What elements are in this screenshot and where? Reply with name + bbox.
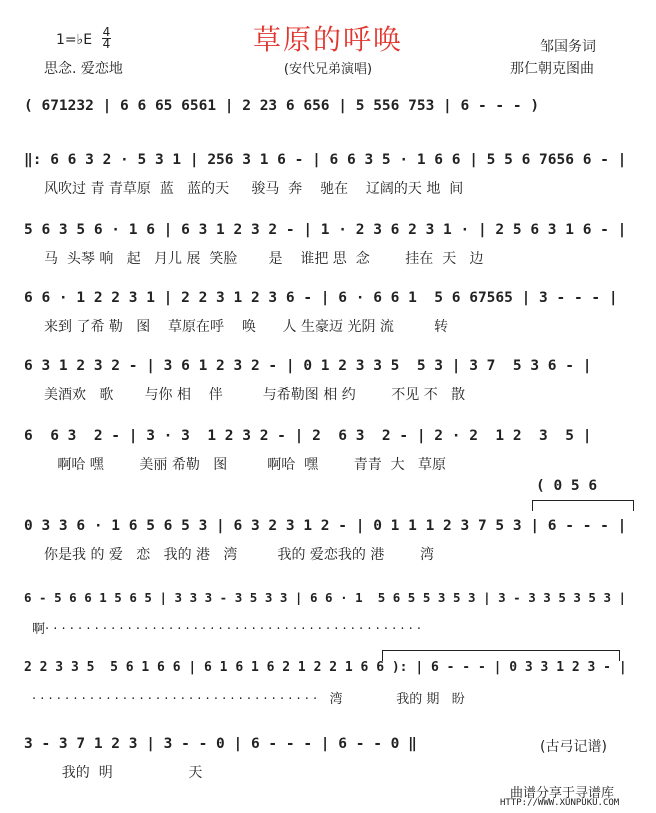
footer-share-text: 曲谱分享于寻谱库 bbox=[510, 786, 615, 801]
notes-row-8: 6 - 5 6 6 1 5 6 5 | 3 3 3 - 3 5 3 3 | 6 6 · 1 5 6 5 5 3 5 3 | 3 - 3 3 5 3 5 3 | bbox=[24, 590, 627, 605]
key-signature: 1=♭E bbox=[56, 32, 93, 48]
transcriber-note: (古弓记谱) bbox=[540, 739, 607, 755]
time-signature-bottom: 4 bbox=[102, 37, 111, 51]
lyrics-row-10: 我的 明 天 bbox=[44, 765, 203, 781]
notes-row-1: ( 671232 | 6 6 65 6561 | 2 23 6 656 | 5 556 753 | 6 - - - ) bbox=[24, 98, 540, 114]
lyrics-row-5: 美酒欢 歌 与你 相 伴 与希勒图 相 约 不见 不 散 bbox=[44, 387, 466, 403]
time-signature bbox=[102, 27, 111, 50]
footer-url: HTTP://WWW.XUNPUKU.COM bbox=[500, 798, 620, 808]
notes-row-4: 6 6 · 1 2 2 3 1 | 2 2 3 1 2 3 6 - | 6 · 6 6 1 5 6 67565 | 3 - - - | bbox=[24, 290, 618, 306]
lyrics-row-3: 马 头琴 响 起 月儿 展 笑脸 是 谁把 思 念 挂在 天 边 bbox=[44, 251, 484, 267]
song-title: 草原的呼唤 bbox=[252, 23, 403, 56]
lyrics-row-4: 来到 了希 勒 图 草原在呼 唤 人 生豪迈 光阴 流 转 bbox=[44, 319, 448, 335]
upbeat-notes: ( 0 5 6 bbox=[536, 478, 598, 494]
notes-row-2: ‖: 6 6 3 2 · 5 3 1 | 256 3 1 6 - | 6 6 3 5 · 1 6 6 | 5 5 6 7656 6 - | bbox=[24, 152, 627, 168]
lyricist-credit: 邹国务词 bbox=[540, 39, 596, 55]
lyrics-row-6: 啊哈 嘿 美丽 希勒 图 啊哈 嘿 青青 大 草原 bbox=[44, 457, 447, 473]
lyrics-row-8: 啊· · · · · · · · · · · · · · · · · · · · · · · · · · · · · · · · · · · · · · · · · · · · · · bbox=[32, 622, 422, 637]
notes-row-3: 5 6 3 5 6 · 1 6 | 6 3 1 2 3 2 - | 1 · 2 3 6 2 3 1 · | 2 5 6 3 1 6 - | bbox=[24, 222, 627, 238]
performer-subtitle: (安代兄弟演唱) bbox=[283, 62, 373, 77]
notes-row-10: 3 - 3 7 1 2 3 | 3 - - 0 | 6 - - - | 6 - - 0 ‖ bbox=[24, 736, 417, 752]
notes-row-5: 6 3 1 2 3 2 - | 3 6 1 2 3 2 - | 0 1 2 3 3 5 5 3 | 3 7 5 3 6 - | bbox=[24, 358, 592, 374]
notes-row-6: 6 6 3 2 - | 3 · 3 1 2 3 2 - | 2 6 3 2 - | 2 · 2 1 2 3 5 | bbox=[24, 428, 592, 444]
lyrics-row-9: · · · · · · · · · · · · · · · · · · · · · · · · · · · · · · · · · · · 湾 我的 期 盼 bbox=[32, 692, 465, 707]
notes-row-7: 0 3 3 6 · 1 6 5 6 5 3 | 6 3 2 3 1 2 - | 0 1 1 1 2 3 7 5 3 | 6 - - - | bbox=[24, 518, 627, 534]
mood-marking: 思念. 爱恋地 bbox=[44, 61, 123, 77]
notes-row-9: 2 2 3 3 5 5 6 1 6 6 | 6 1 6 1 6 2 1 2 2 1 6 6 ): | 6 - - - | 0 3 3 1 2 3 - | bbox=[24, 660, 627, 675]
time-signature-top: 4 bbox=[102, 25, 111, 39]
lyrics-row-2: 风吹过 青 青草原 蓝 蓝的天 骏马 奔 驰在 辽阔的天 地 间 bbox=[44, 181, 464, 197]
lyrics-row-7: 你是我 的 爱 恋 我的 港 湾 我的 爱恋我的 港 湾 bbox=[44, 547, 434, 563]
composer-credit: 那仁朝克图曲 bbox=[510, 61, 594, 77]
volta-bracket-1 bbox=[532, 500, 634, 511]
